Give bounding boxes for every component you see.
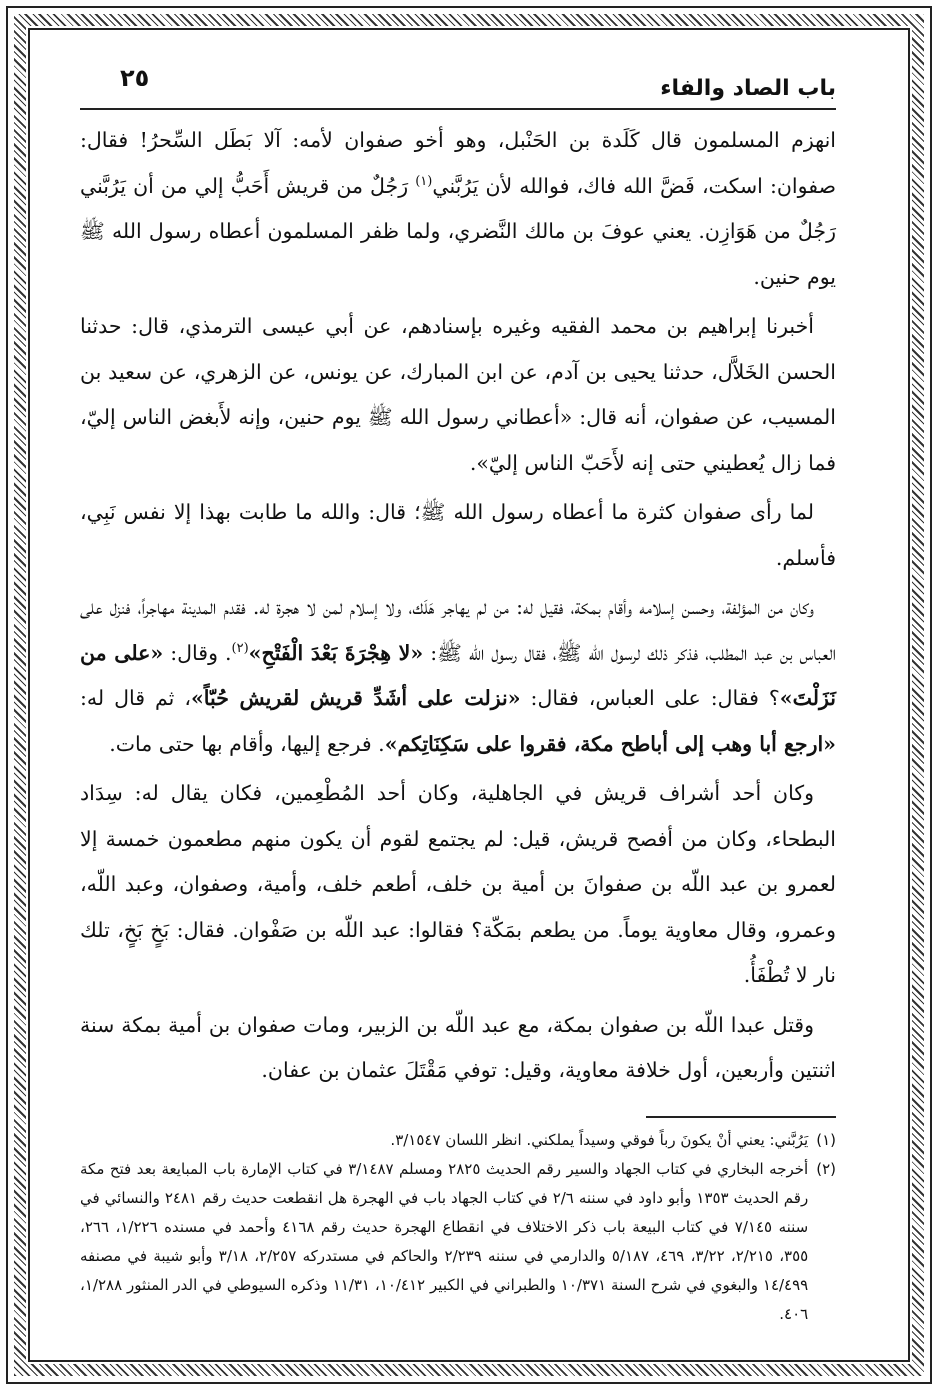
footnote-number: (١) xyxy=(816,1130,836,1149)
footnote-separator xyxy=(646,1116,836,1118)
paragraph-text: وكان أحد أشراف قريش في الجاهلية، وكان أحد المُطْعِمين، فكان يقال له: سِدَاد البطحاء، وكان من أفصح قريش، قيل: لم يجتمع لقوم أن يكون منهم مطعمون خمسة إلا لعمرو بن عبد اللّه بن صفوانَ بن أمية بن خلف، أطعم خلف، وأمية، وصفوان، وعبد اللّه، وعمرو، وقال معاوية يوماً. من يطعم بمَكّة؟ فقالوا: عبد اللّه بن صَفْوان. فقال: بَخٍ بَخٍ، تلك نار لا تُطْفَأُ. xyxy=(80,781,836,987)
paragraph xyxy=(80,771,836,999)
paragraph xyxy=(80,490,836,581)
footnote-ref[interactable]: (١) xyxy=(415,173,433,189)
paragraph-text: رَجُلٌ من قريش أَحَبُّ إلي من أن يَرُبَّني رَجُلٌ من هَوَازِن. يعني عوفَ بن مالك النَّضري، ولما ظفر المسلمون أعطاه رسول الله ﷺ يوم حنين. xyxy=(80,173,836,289)
hadith-quote: «لا هِجْرَةَ بَعْدَ الْفَتْحِ» xyxy=(248,640,424,665)
paragraph xyxy=(80,585,836,767)
paragraph-text: لما رأى صفوان كثرة ما أعطاه رسول الله ﷺ؛ قال: والله ما طابت بهذا إلا نفس نَبِي، فأسلم. xyxy=(80,500,836,570)
page-number: ٢٥ xyxy=(120,64,150,92)
footnote-number: (٢) xyxy=(816,1159,836,1178)
paragraph-text: . فرجع إليها، وأقام بها حتى مات. xyxy=(109,731,385,756)
paragraph xyxy=(80,1003,836,1094)
paragraph-text: ، ثم قال له: xyxy=(80,686,191,710)
hadith-quote: «ارجع أبا وهب إلى أباطح مكة، فقروا على سَكِنَاتِكم» xyxy=(384,731,836,756)
running-title: باب الصاد والفاء xyxy=(660,76,836,101)
footnote-text: يَرُبَّني: يعني أنْ يكونَ رباً فوقي وسيداً يملكني. انظر اللسان ٣/١٥٤٧. xyxy=(390,1130,809,1149)
paragraph-text: انهزم المسلمون قال كَلَدة بن الحَنْبل، وهو أخو صفوان لأمه: آلا بَطَل السِّحرُ! فقال: صفوان: اسكت، فَضَّ الله فاك، فوالله لأن يَرُبَّني xyxy=(80,128,836,198)
paragraph-text: ؟ فقال: على العباس، فقال: xyxy=(520,686,780,710)
footnote xyxy=(80,1155,836,1329)
paragraph xyxy=(80,304,836,486)
footnote-ref[interactable]: (٢) xyxy=(231,640,249,656)
footnotes xyxy=(80,1126,836,1329)
paragraph xyxy=(80,118,836,300)
hadith-quote: «على من نَزَلْتَ» xyxy=(80,640,836,710)
footnote xyxy=(80,1126,836,1155)
paragraph-text: أخبرنا إبراهيم بن محمد الفقيه وغيره بإسنادهم، عن أبي عيسى الترمذي، قال: حدثنا الحسن الخَلاَّل، حدثنا يحيى بن آدم، عن ابن المبارك، عن يونس، عن الزهري، عن سعيد بن المسيب، عن صفوان، أنه قال: «أعطاني رسول الله ﷺ يوم حنين، وإنه لأَبغض الناس إليّ، فما زال يُعطيني حتى إنه لأَحَبّ الناس إليّ». xyxy=(80,314,836,475)
paragraph-text: وقتل عبدا اللّه بن صفوان بمكة، مع عبد اللّه بن الزبير، ومات صفوان بن أمية بمكة سنة اثنتين وأربعين، أول خلافة معاوية، وقيل: توفي مَقْتَلَ عثمان بن عفان. xyxy=(80,1012,836,1082)
paragraph-text: وكان من المؤلفة، وحسن إسلامه وأقام بمكة، فقيل له: من لم يهاجر هَلَك، ولا إسلام لمن لا هجرة له. فقدم المدينة مهاجراً، فنزل على العباس بن عبد المطلب، فذكر ذلك لرسول الله ﷺ، فقال رسول الله ﷺ: xyxy=(80,595,836,665)
paragraph-text: . وقال: xyxy=(163,640,232,665)
body-text xyxy=(80,118,836,1094)
page-header xyxy=(80,60,836,110)
book-page xyxy=(80,60,836,1350)
hadith-quote: «نزلت على أشَدِّ قريش لقريش حُبّاً» xyxy=(190,686,521,710)
footnote-text: أخرجه البخاري في كتاب الجهاد والسير رقم الحديث ٢٨٢٥ ومسلم ٣/١٤٨٧ في كتاب الإمارة باب المبايعة بعد فتح مكة رقم الحديث ١٣٥٣ وأبو داود في سننه ٢/٦ في كتاب الجهاد باب في الهجرة هل انقطعت حديث رقم ٢٤٨١ والنسائي في سننه ٧/١٤٥ في كتاب البيعة باب ذكر الاختلاف في انقطاع الهجرة حديث رقم ٤١٦٨ وأحمد في مسنده ١/٢٢٦، ٢٦٦، ٣٥٥، ٢/٢١٥، ٣/٢٢، ٤٦٩، ٥/١٨٧ والدارمي في سننه ٢/٢٣٩ والحاكم في مستدركه ٢/٢٥٧، ٣/١٨ وأبو شيبة في مصنفه ١٤/٤٩٩ والبغوي في شرح السنة ١٠/٣٧١ والطبراني في الكبير ١٠/٤١٢، ١١/٣١ وذكره السيوطي في الدر المنثور ١/٢٨٨، ٤٠٦. xyxy=(80,1159,809,1323)
